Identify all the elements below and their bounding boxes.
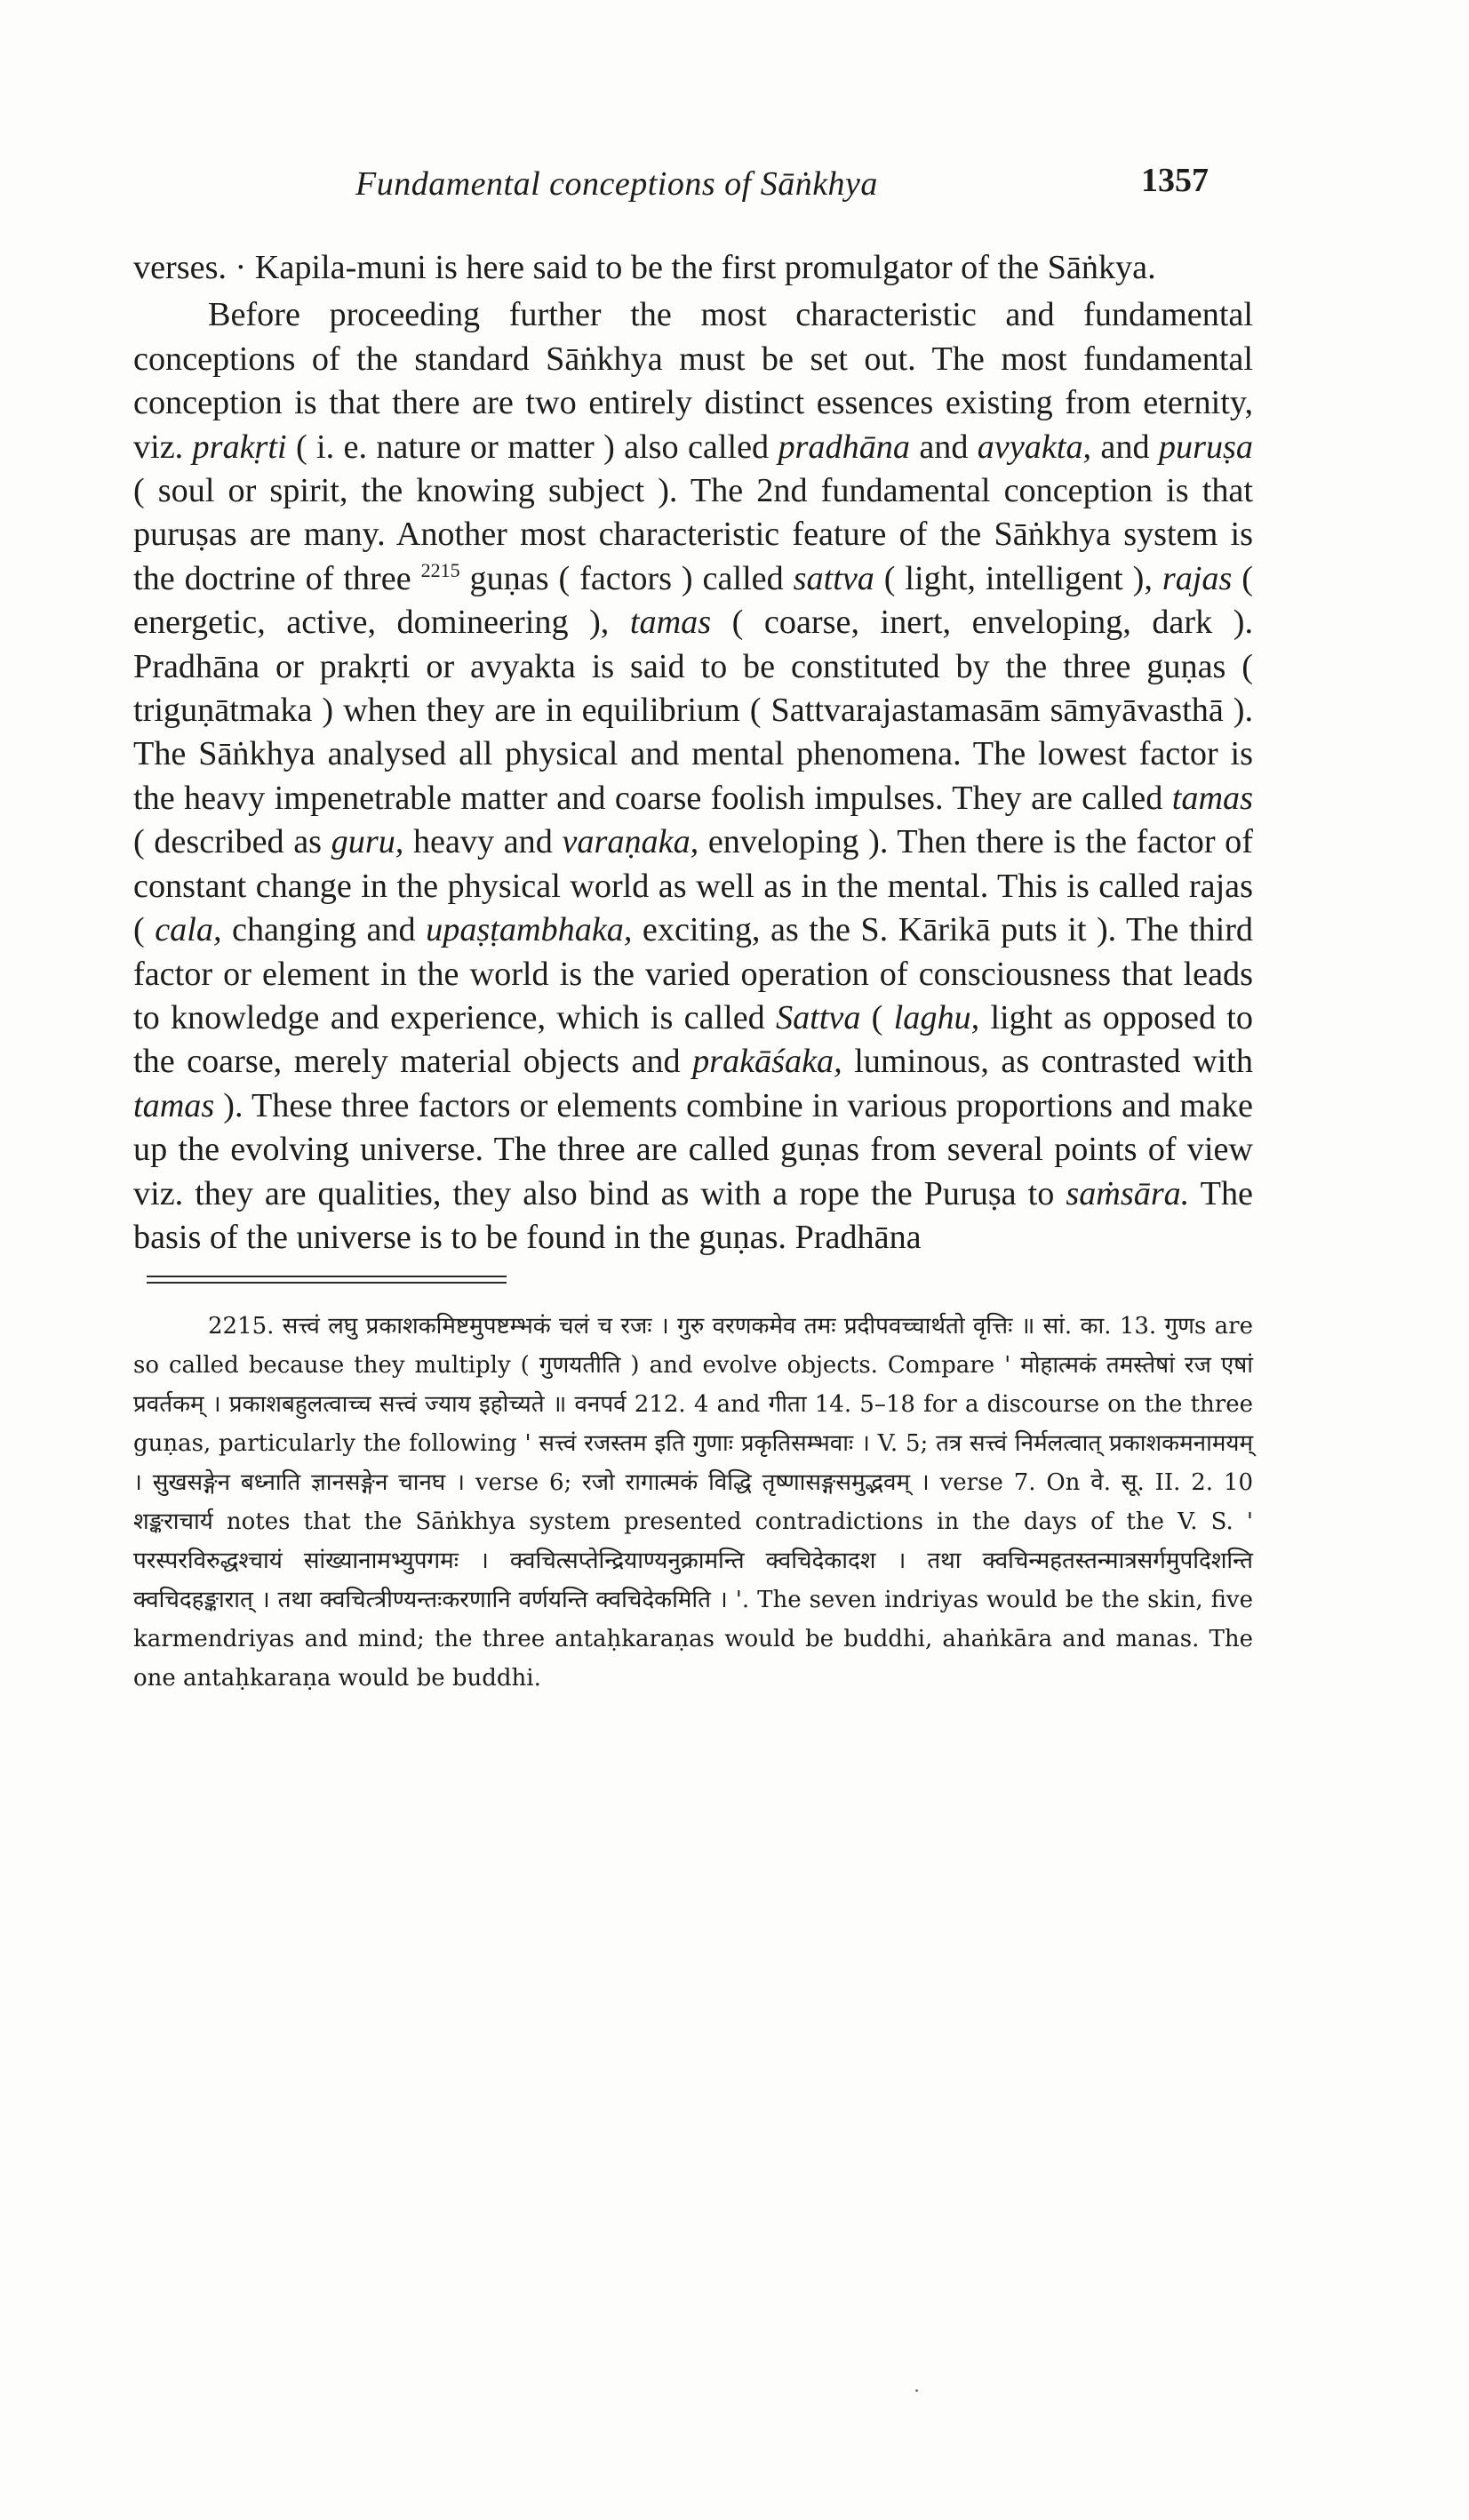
italic-term: sattva [793,559,874,597]
footnote-separator [147,1276,507,1284]
text-run: ( described as [133,823,331,861]
paragraph-fundamental-conceptions [133,293,1253,1260]
text-run: Before proceeding further the most characteristic and fundamental conceptions of the standard Sāṅkhya must be set out. The most fundamental conception is that there are two entirely distinct essences existing from eternity, viz. [133,296,1253,466]
italic-term: cala, [155,911,222,949]
text-run: ( [860,998,894,1036]
italic-term: tamas [629,604,712,642]
italic-term: puruṣa [1158,428,1254,466]
text-run: ( i. e. nature or matter ) also called [286,428,778,466]
italic-term: upaṣṭambhaka, [426,911,633,949]
text-run: exciting, as the S. Kārikā puts it ). The third factor or element in the world is the varied operation of consciousness that leads to knowledge and experience, which is called [133,911,1254,1036]
body-text [133,246,1253,1260]
text-run: and [1091,428,1159,466]
text-run: verses. · Kapila-muni is here said to be the first promulgator of the Sāṅkya. [133,249,1156,286]
italic-term: tamas [1171,779,1253,817]
text-run: ( coarse, inert, enveloping, dark ). Pradhāna or prakṛti or avyakta is said to be constituted by the three guṇas ( triguṇātmaka ) when they are in equilibrium ( Sattvarajastamasām sāmyāvasthā ). The Sāṅkhya analysed all physical and mental phenomena. The lowest factor is the heavy impenetrable matter and coarse foolish impulses. They are called [133,604,1253,817]
italic-term: rajas [1162,559,1233,597]
text-run: The basis of the universe is to be found in the guṇas. Pradhāna [133,1174,1253,1256]
footnote-reference: 2215 [420,558,460,581]
italic-term: tamas [133,1086,215,1124]
italic-term: pradhāna [778,428,910,466]
italic-term: Sattva [775,998,861,1036]
italic-term: guru, [331,823,404,861]
italic-term: prakāśaka, [692,1043,842,1081]
footnote-2215: 2215. सत्त्वं लघु प्रकाशकमिष्टमुपष्टम्भकं चलं च रजः । गुरु वरणकमेव तमः प्रदीपवच्चार्थतो वृत्तिः ॥ सां. का. 13. गुणs are so called because they multiply ( गुणयतीति ) and evolve objects. Compare ' मोहात्मकं तमस्तेषां रज एषां प्रवर्तकम् । प्रकाशबहुलत्वाच्च सत्त्वं ज्याय इहोच्यते ॥ वनपर्व 212. 4 and गीता 14. 5–18 for a discourse on the three guṇas, particularly the following ' सत्त्वं रजस्तम इति गुणाः प्रकृतिसम्भवाः । V. 5; तत्र सत्त्वं निर्मलत्वात् प्रकाशकमनामयम् । सुखसङ्गेन बध्नाति ज्ञानसङ्गेन चानघ । verse 6; रजो रागात्मकं विद्धि तृष्णासङ्गसमुद्भवम् । verse 7. On वे. सू. II. 2. 10 शङ्कराचार्य notes that the Sāṅkhya system presented contradictions in the days of the V. S. ' परस्परविरुद्धश्चायं सांख्यानामभ्युपगमः । क्वचित्सप्तेन्द्रियाण्यनुक्रामन्ति क्वचिदेकादश । तथा क्वचिन्महतस्तन्मात्रसर्गमुपदिशन्ति क्वचिदहङ्कारात् । तथा क्वचित्त्रीण्यन्तःकरणानि वर्णयन्ति क्वचिदेकमिति । '. The seven indriyas would be the skin, five karmendriyas and mind; the three antaḥkaraṇas would be buddhi, ahaṅkāra and manas. The one antaḥkaraṇa would be buddhi. [133,1313,1253,1692]
text-run: ( energetic, active, domineering ), [133,559,1253,642]
text-run: changing and [221,911,427,949]
page-number: 1357 [1141,162,1209,199]
italic-term: laghu, [893,998,980,1036]
text-run: and [909,428,978,466]
text-run: guṇas ( factors ) called [459,559,794,597]
book-page [133,164,1253,1698]
text-run: heavy and [403,823,563,861]
italic-term: prakṛti [192,428,287,466]
text-run: enveloping ). Then there is the factor of constant change in the physical world as well as in the mental. This is called rajas ( [133,823,1253,949]
print-speck [915,2389,918,2392]
text-run: light as opposed to the coarse, merely material objects and [133,998,1253,1081]
text-run: luminous, as contrasted with [842,1043,1253,1081]
italic-term: varaṇaka, [562,823,699,861]
text-run: ( soul or spirit, the knowing subject ). The 2nd fundamental conception is that puruṣas are many. Another most characteristic feature of the Sāṅkhya system is the doctrine of three [133,472,1253,597]
paragraph-continuation [133,246,1253,290]
text-run: ( light, intelligent ), [874,559,1162,597]
running-head [133,164,1253,218]
italic-term: avyakta, [977,428,1092,466]
italic-term: saṁsāra. [1066,1174,1190,1212]
running-title: Fundamental conceptions of Sāṅkhya [355,165,878,203]
text-run: ). These three factors or elements combine in various proportions and make up the evolving universe. The three are called guṇas from several points of view viz. they are qualities, they also bind as with a rope the Puruṣa to [133,1086,1253,1212]
